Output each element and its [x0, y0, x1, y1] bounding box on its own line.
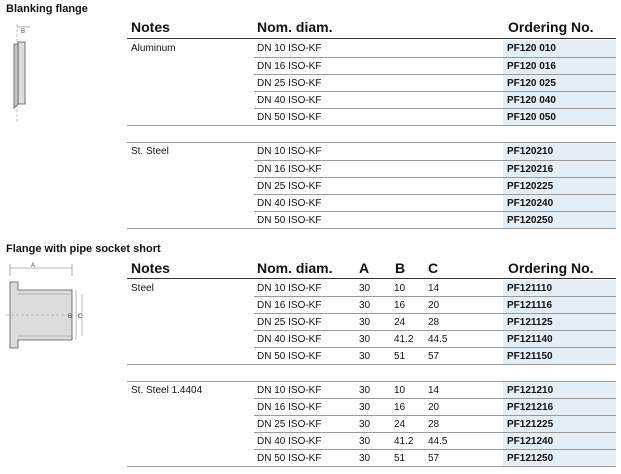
- table-row: [0, 109, 621, 126]
- c-cell: 20: [428, 300, 440, 311]
- nom-diam-cell: DN 16 ISO-KF: [257, 402, 322, 413]
- b-cell: 10: [394, 283, 406, 294]
- b-cell: 10: [394, 385, 406, 396]
- dimension-c-label: C: [78, 314, 83, 320]
- c-cell: 14: [428, 385, 440, 396]
- table-row: [0, 399, 621, 416]
- header-ordering-no: Ordering No.: [508, 19, 594, 35]
- a-cell: 30: [359, 402, 371, 413]
- ordering-no-cell: PF120210: [507, 146, 554, 157]
- table-row: [0, 348, 621, 365]
- ordering-no-cell: PF121150: [507, 351, 553, 362]
- nom-diam-cell: DN 25 ISO-KF: [257, 419, 322, 430]
- c-cell: 20: [428, 402, 440, 413]
- table-row: [0, 382, 621, 399]
- b-cell: 41.2: [394, 334, 414, 345]
- ordering-no-cell: PF121225: [507, 419, 554, 430]
- ordering-no-cell: PF120225: [507, 181, 554, 192]
- ordering-no-cell: PF121240: [507, 436, 554, 447]
- nom-diam-cell: DN 25 ISO-KF: [257, 78, 322, 89]
- nom-diam-cell: DN 10 ISO-KF: [257, 43, 322, 54]
- ordering-no-cell: PF121125: [507, 317, 553, 328]
- table-row: [0, 416, 621, 433]
- ordering-no-cell: PF121116: [507, 300, 553, 311]
- table-row: [0, 75, 621, 92]
- ordering-no-cell: PF121110: [507, 283, 553, 294]
- c-cell: 44.5: [428, 334, 448, 345]
- table-row: [0, 92, 621, 109]
- group-notes: St. Steel 1.4404: [131, 385, 203, 396]
- c-cell: 57: [428, 453, 440, 464]
- nom-diam-cell: DN 40 ISO-KF: [257, 334, 322, 345]
- group-notes: Steel: [131, 283, 154, 294]
- b-cell: 24: [394, 419, 406, 430]
- header-notes: Notes: [131, 19, 170, 35]
- header-ordering-no: Ordering No.: [508, 260, 594, 276]
- nom-diam-cell: DN 16 ISO-KF: [257, 61, 322, 72]
- ordering-no-cell: PF120 010: [507, 43, 556, 54]
- group-notes: St. Steel: [131, 146, 169, 157]
- nom-diam-cell: DN 50 ISO-KF: [257, 215, 322, 226]
- ordering-no-cell: PF120240: [507, 198, 554, 209]
- nom-diam-cell: DN 10 ISO-KF: [257, 283, 322, 294]
- table-row: [0, 297, 621, 314]
- a-cell: 30: [359, 436, 371, 447]
- ordering-no-cell: PF120 040: [507, 95, 556, 106]
- table-row: [0, 433, 621, 450]
- nom-diam-cell: DN 50 ISO-KF: [257, 112, 322, 123]
- table-row: [0, 280, 621, 297]
- header-notes: Notes: [131, 260, 170, 276]
- ordering-no-cell: PF120 050: [507, 112, 556, 123]
- ordering-no-cell: PF121140: [507, 334, 553, 345]
- a-cell: 30: [359, 283, 371, 294]
- ordering-no-cell: PF120216: [507, 164, 554, 175]
- table-row: [0, 195, 621, 212]
- a-cell: 30: [359, 419, 371, 430]
- nom-diam-cell: DN 16 ISO-KF: [257, 164, 322, 175]
- a-cell: 30: [359, 351, 371, 362]
- table-row: [0, 58, 621, 75]
- b-cell: 51: [394, 351, 406, 362]
- dimension-b-label: B: [68, 314, 73, 320]
- header-nom-diam: Nom. diam.: [257, 19, 333, 35]
- table-row: [0, 178, 621, 195]
- section-title-flange-pipe-socket: Flange with pipe socket short: [6, 243, 161, 255]
- ordering-no-cell: PF120 025: [507, 78, 556, 89]
- header-a: A: [359, 260, 370, 276]
- table-row: [0, 331, 621, 348]
- nom-diam-cell: DN 10 ISO-KF: [257, 385, 322, 396]
- c-cell: 44.5: [428, 436, 448, 447]
- a-cell: 30: [359, 453, 371, 464]
- b-cell: 16: [394, 300, 406, 311]
- b-cell: 51: [394, 453, 406, 464]
- header-c: C: [428, 260, 439, 276]
- ordering-no-cell: PF121250: [507, 453, 554, 464]
- table-row: [0, 212, 621, 229]
- table-row: [0, 161, 621, 178]
- a-cell: 30: [359, 334, 371, 345]
- nom-diam-cell: DN 25 ISO-KF: [257, 181, 322, 192]
- header-b: B: [395, 260, 406, 276]
- b-cell: 24: [394, 317, 406, 328]
- dimension-a-label: A: [31, 263, 36, 269]
- c-cell: 57: [428, 351, 440, 362]
- nom-diam-cell: DN 10 ISO-KF: [257, 146, 322, 157]
- nom-diam-cell: DN 40 ISO-KF: [257, 95, 322, 106]
- table-row: [0, 143, 621, 160]
- dimension-b-label: B: [21, 29, 26, 35]
- header-nom-diam: Nom. diam.: [257, 260, 333, 276]
- a-cell: 30: [359, 317, 371, 328]
- c-cell: 28: [428, 419, 440, 430]
- c-cell: 14: [428, 283, 440, 294]
- nom-diam-cell: DN 50 ISO-KF: [257, 351, 322, 362]
- nom-diam-cell: DN 50 ISO-KF: [257, 453, 322, 464]
- table-row: [0, 40, 621, 57]
- b-cell: 16: [394, 402, 406, 413]
- group-notes: Aluminum: [131, 43, 176, 54]
- table-row: [0, 450, 621, 467]
- nom-diam-cell: DN 40 ISO-KF: [257, 198, 322, 209]
- section-title-blanking-flange: Blanking flange: [6, 3, 88, 15]
- nom-diam-cell: DN 16 ISO-KF: [257, 300, 322, 311]
- ordering-no-cell: PF120 016: [507, 61, 556, 72]
- ordering-no-cell: PF121216: [507, 402, 554, 413]
- nom-diam-cell: DN 40 ISO-KF: [257, 436, 322, 447]
- ordering-no-cell: PF120250: [507, 215, 554, 226]
- ordering-no-cell: PF121210: [507, 385, 554, 396]
- a-cell: 30: [359, 300, 371, 311]
- a-cell: 30: [359, 385, 371, 396]
- b-cell: 41.2: [394, 436, 414, 447]
- c-cell: 28: [428, 317, 440, 328]
- table-row: [0, 314, 621, 331]
- nom-diam-cell: DN 25 ISO-KF: [257, 317, 322, 328]
